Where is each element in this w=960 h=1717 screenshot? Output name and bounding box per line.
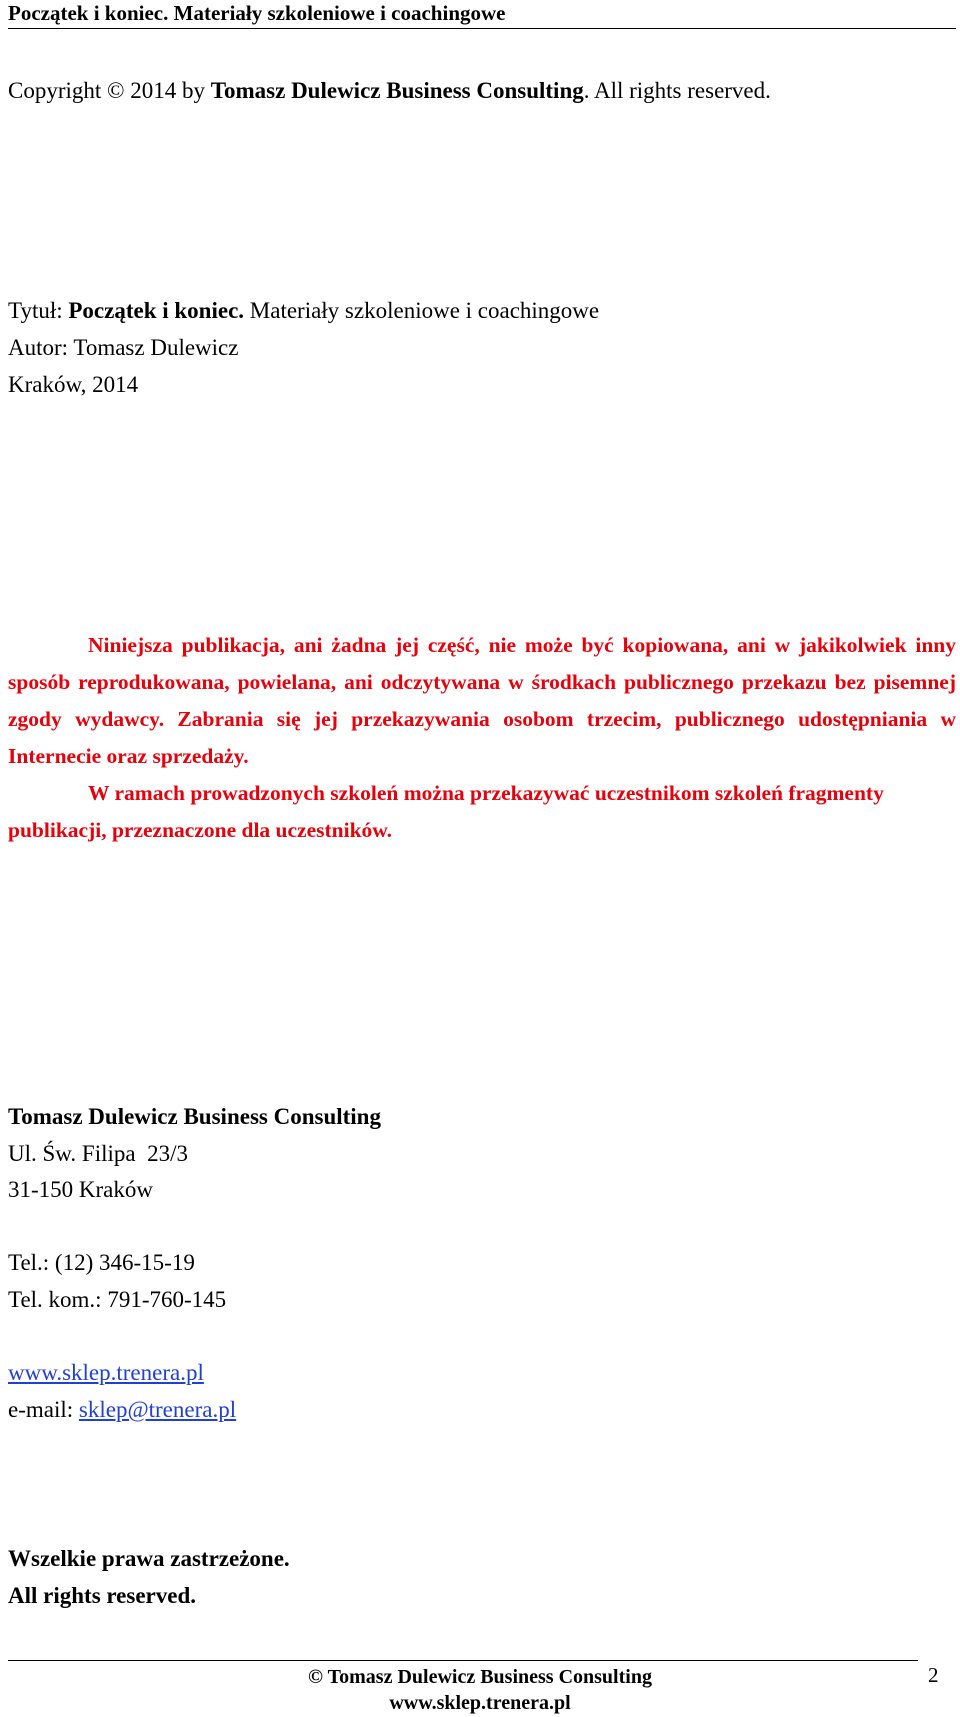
book-title-rest: Materiały szkoleniowe i coachingowe xyxy=(244,298,600,323)
copyright-suffix: . All rights reserved. xyxy=(583,78,771,103)
footer-copyright: © Tomasz Dulewicz Business Consulting xyxy=(308,1666,652,1688)
running-header-title: Początek i koniec. Materiały szkoleniowe i coachingowe xyxy=(8,1,506,25)
legal-notice xyxy=(8,627,956,849)
book-author-line xyxy=(8,334,238,362)
publisher-name: Tomasz Dulewicz Business Consulting xyxy=(8,1104,381,1129)
header-divider xyxy=(8,28,956,29)
publisher-email-link[interactable]: sklep@trenera.pl xyxy=(78,1397,237,1422)
book-title-label: Tytuł: xyxy=(8,298,69,323)
publisher-email-line xyxy=(8,1396,236,1424)
publisher-mobile: Tel. kom.: 791-760-145 xyxy=(8,1287,227,1312)
book-place-year: Kraków, 2014 xyxy=(8,372,139,397)
publisher-street: Ul. Św. Filipa 23/3 xyxy=(8,1141,188,1166)
copyright-owner: Tomasz Dulewicz Business Consulting xyxy=(210,78,584,103)
footer-divider xyxy=(8,1660,918,1661)
publisher-phone: Tel.: (12) 346-15-19 xyxy=(8,1250,195,1275)
book-title-line xyxy=(8,297,599,325)
rights-reserved-polish: Wszelkie prawa zastrzeżone. xyxy=(8,1546,290,1571)
publisher-city: 31-150 Kraków xyxy=(8,1177,153,1202)
page-number: 2 xyxy=(928,1663,939,1687)
rights-reserved-english: All rights reserved. xyxy=(8,1583,197,1608)
copyright-line xyxy=(8,77,771,105)
book-author-label: Autor: xyxy=(8,335,74,360)
legal-notice-paragraph-2: W ramach prowadzonych szkoleń można przekazywać uczestnikom szkoleń fragmenty publikacji, przeznaczone dla uczestników. xyxy=(8,781,884,842)
book-author: Tomasz Dulewicz xyxy=(73,335,239,360)
publisher-email-label: e-mail: xyxy=(8,1397,79,1422)
copyright-prefix: Copyright © 2014 by xyxy=(8,78,211,103)
book-title-bold: Początek i koniec. xyxy=(68,298,245,323)
publisher-website-link[interactable]: www.sklep.trenera.pl xyxy=(8,1360,204,1385)
footer-website: www.sklep.trenera.pl xyxy=(389,1692,571,1714)
publisher-website-line xyxy=(8,1359,204,1387)
legal-notice-paragraph-1: Niniejsza publikacja, ani żadna jej część, nie może być kopiowana, ani w jakikolwiek inny sposób reprodukowana, powielana, ani odczytywana w środkach publicznego przekazu bez pisemnej zgody wydawcy. Zabrania się jej przekazywania osobom trzecim, publicznego udostępniania w Internecie oraz sprzedaży. xyxy=(8,633,956,768)
